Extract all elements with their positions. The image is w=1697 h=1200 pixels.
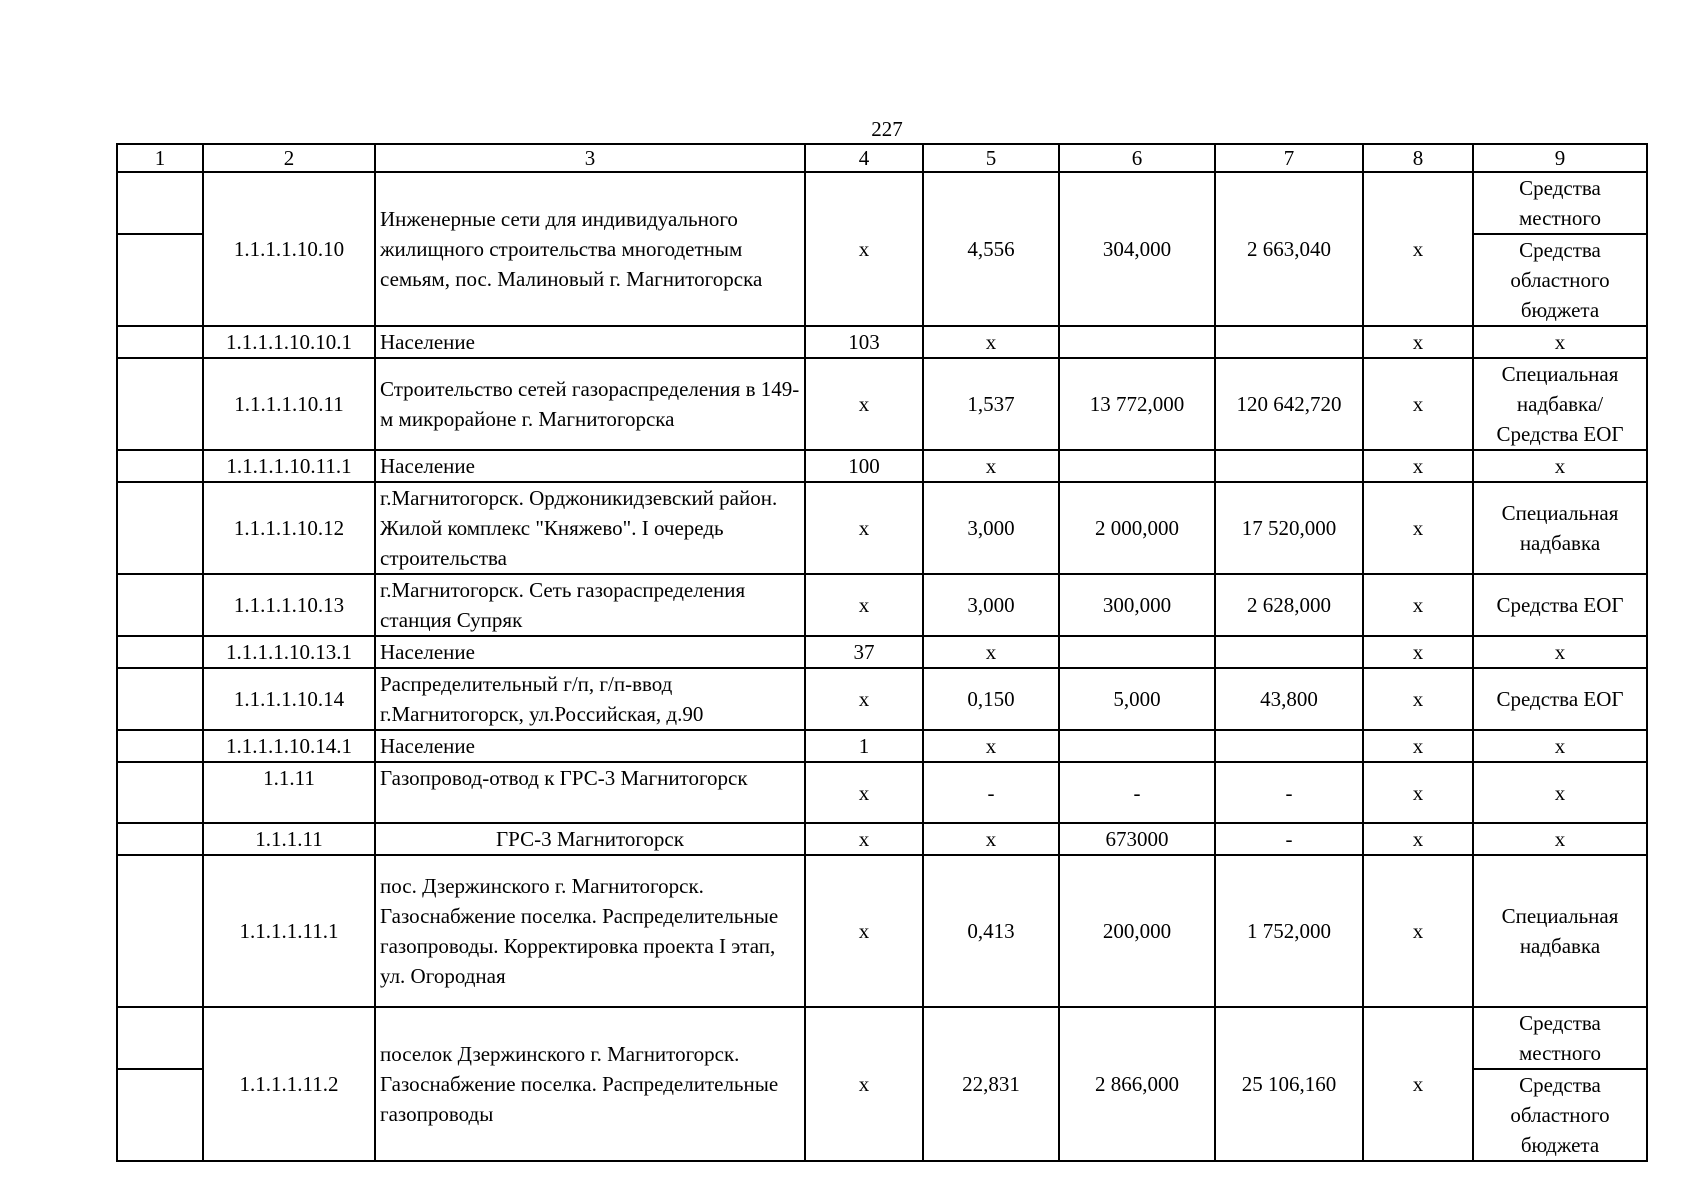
cell-col1 (117, 358, 203, 450)
header-row (117, 144, 1647, 172)
cell-col5: x (923, 823, 1059, 855)
cell-col7: 43,800 (1215, 668, 1363, 730)
cell-col6: 2 000,000 (1059, 482, 1215, 574)
cell-col6: 2 866,000 (1059, 1007, 1215, 1161)
cell-col1 (117, 326, 203, 358)
cell-col5: 22,831 (923, 1007, 1059, 1161)
cell-code: 1.1.1.1.10.11 (203, 358, 375, 450)
header-cell: 5 (923, 144, 1059, 172)
cell-funding-regional: Средства областного бюджета (1473, 1069, 1647, 1161)
cell-col4: x (805, 855, 923, 1007)
cell-col7: - (1215, 823, 1363, 855)
table-row (117, 358, 1647, 450)
cell-col1 (117, 636, 203, 668)
cell-name: Население (375, 326, 805, 358)
cell-col6: 304,000 (1059, 172, 1215, 326)
cell-code: 1.1.1.1.10.10.1 (203, 326, 375, 358)
cell-col7: 2 628,000 (1215, 574, 1363, 636)
cell-col7 (1215, 450, 1363, 482)
header-cell: 6 (1059, 144, 1215, 172)
header-cell: 1 (117, 144, 203, 172)
table-row (117, 450, 1647, 482)
data-table (116, 143, 1648, 1162)
table-row (117, 762, 1647, 823)
cell-code: 1.1.1.11 (203, 823, 375, 855)
cell-col5: 3,000 (923, 574, 1059, 636)
cell-col4: x (805, 668, 923, 730)
cell-col5: 0,150 (923, 668, 1059, 730)
table-row (117, 326, 1647, 358)
cell-col1 (117, 234, 203, 326)
cell-col5: x (923, 326, 1059, 358)
cell-col7: 25 106,160 (1215, 1007, 1363, 1161)
cell-name: Население (375, 450, 805, 482)
cell-name: г.Магнитогорск. Орджоникидзевский район. Жилой комплекс "Княжево". I очередь строительства (375, 482, 805, 574)
cell-name: г.Магнитогорск. Сеть газораспределения станция Супряк (375, 574, 805, 636)
table-row (117, 482, 1647, 574)
cell-name: Население (375, 636, 805, 668)
cell-code: 1.1.11 (203, 762, 375, 823)
cell-col8: x (1363, 172, 1473, 326)
cell-col7: 120 642,720 (1215, 358, 1363, 450)
cell-code: 1.1.1.1.10.14.1 (203, 730, 375, 762)
cell-name: Строительство сетей газораспределения в 149-м микрорайоне г. Магнитогорска (375, 358, 805, 450)
cell-col8: x (1363, 450, 1473, 482)
cell-col4: x (805, 574, 923, 636)
cell-funding-regional: Средства областного бюджета (1473, 234, 1647, 326)
cell-name: Инженерные сети для индивидуального жилищного строительства многодетным семьям, пос. Малиновый г. Магнитогорска (375, 172, 805, 326)
cell-col4: x (805, 823, 923, 855)
cell-col5: 1,537 (923, 358, 1059, 450)
cell-col9: Средства ЕОГ (1473, 574, 1647, 636)
cell-col1 (117, 668, 203, 730)
cell-col4: x (805, 762, 923, 823)
cell-code: 1.1.1.1.10.11.1 (203, 450, 375, 482)
cell-col8: x (1363, 855, 1473, 1007)
table-row (117, 574, 1647, 636)
cell-col7: 2 663,040 (1215, 172, 1363, 326)
cell-col1 (117, 574, 203, 636)
cell-code: 1.1.1.1.10.13 (203, 574, 375, 636)
cell-col7 (1215, 636, 1363, 668)
table-row (117, 730, 1647, 762)
cell-col5: x (923, 730, 1059, 762)
cell-col8: x (1363, 326, 1473, 358)
cell-col6 (1059, 636, 1215, 668)
cell-col7: 17 520,000 (1215, 482, 1363, 574)
cell-col8: x (1363, 636, 1473, 668)
cell-col7 (1215, 326, 1363, 358)
cell-col7 (1215, 730, 1363, 762)
cell-col5: 0,413 (923, 855, 1059, 1007)
cell-funding-local: Средства местного (1473, 172, 1647, 234)
cell-col8: x (1363, 823, 1473, 855)
cell-col8: x (1363, 730, 1473, 762)
cell-col4: 103 (805, 326, 923, 358)
cell-col9: x (1473, 823, 1647, 855)
cell-col6: 300,000 (1059, 574, 1215, 636)
cell-col1 (117, 1069, 203, 1161)
cell-col4: 100 (805, 450, 923, 482)
cell-col8: x (1363, 1007, 1473, 1161)
cell-col4: x (805, 172, 923, 326)
cell-name: ГРС-3 Магнитогорск (375, 823, 805, 855)
cell-col1 (117, 762, 203, 823)
cell-col9: Специальная надбавка (1473, 855, 1647, 1007)
page-number: 227 (871, 117, 903, 141)
cell-code: 1.1.1.1.11.1 (203, 855, 375, 1007)
cell-funding-local: Средства местного (1473, 1007, 1647, 1069)
cell-col6: 13 772,000 (1059, 358, 1215, 450)
cell-col4: x (805, 1007, 923, 1161)
cell-col8: x (1363, 762, 1473, 823)
cell-name: Население (375, 730, 805, 762)
table-row (117, 172, 1647, 234)
header-cell: 7 (1215, 144, 1363, 172)
header-cell: 4 (805, 144, 923, 172)
header-cell: 8 (1363, 144, 1473, 172)
cell-code: 1.1.1.1.10.10 (203, 172, 375, 326)
cell-col9: x (1473, 730, 1647, 762)
cell-col4: 1 (805, 730, 923, 762)
table-row (117, 855, 1647, 1007)
cell-col6: 200,000 (1059, 855, 1215, 1007)
cell-col8: x (1363, 668, 1473, 730)
cell-col9: x (1473, 450, 1647, 482)
cell-col8: x (1363, 358, 1473, 450)
cell-col6 (1059, 326, 1215, 358)
cell-code: 1.1.1.1.11.2 (203, 1007, 375, 1161)
header-cell: 2 (203, 144, 375, 172)
cell-col1 (117, 823, 203, 855)
cell-code: 1.1.1.1.10.12 (203, 482, 375, 574)
cell-name: Газопровод-отвод к ГРС-3 Магнитогорск (375, 762, 805, 823)
cell-code: 1.1.1.1.10.13.1 (203, 636, 375, 668)
cell-col5: 4,556 (923, 172, 1059, 326)
cell-col1 (117, 172, 203, 234)
cell-col5: x (923, 636, 1059, 668)
cell-col7: 1 752,000 (1215, 855, 1363, 1007)
table-row (117, 636, 1647, 668)
cell-col4: x (805, 482, 923, 574)
cell-col6: 5,000 (1059, 668, 1215, 730)
cell-col1 (117, 730, 203, 762)
cell-col4: 37 (805, 636, 923, 668)
header-cell: 3 (375, 144, 805, 172)
cell-col5: 3,000 (923, 482, 1059, 574)
cell-col6: - (1059, 762, 1215, 823)
cell-col7: - (1215, 762, 1363, 823)
cell-name: пос. Дзержинского г. Магнитогорск. Газоснабжение поселка. Распределительные газопроводы. Корректировка проекта I этап, ул. Огородная (375, 855, 805, 1007)
cell-col6 (1059, 450, 1215, 482)
cell-col1 (117, 482, 203, 574)
table-row (117, 668, 1647, 730)
cell-col4: x (805, 358, 923, 450)
cell-col8: x (1363, 482, 1473, 574)
cell-col5: x (923, 450, 1059, 482)
cell-col1 (117, 1007, 203, 1069)
header-cell: 9 (1473, 144, 1647, 172)
cell-col5: - (923, 762, 1059, 823)
cell-col9: x (1473, 636, 1647, 668)
table-row (117, 1007, 1647, 1069)
cell-code: 1.1.1.1.10.14 (203, 668, 375, 730)
cell-col6 (1059, 730, 1215, 762)
cell-col9: Средства ЕОГ (1473, 668, 1647, 730)
cell-name: Распределительный г/п, г/п-ввод г.Магнитогорск, ул.Российская, д.90 (375, 668, 805, 730)
table-row (117, 823, 1647, 855)
cell-name: поселок Дзержинского г. Магнитогорск. Газоснабжение поселка. Распределительные газопроводы (375, 1007, 805, 1161)
cell-col1 (117, 450, 203, 482)
cell-col9: Специальная надбавка (1473, 482, 1647, 574)
cell-col9: x (1473, 326, 1647, 358)
cell-col1 (117, 855, 203, 1007)
cell-col9: Специальная надбавка/Средства ЕОГ (1473, 358, 1647, 450)
cell-col9: x (1473, 762, 1647, 823)
cell-col8: x (1363, 574, 1473, 636)
cell-col6: 673000 (1059, 823, 1215, 855)
